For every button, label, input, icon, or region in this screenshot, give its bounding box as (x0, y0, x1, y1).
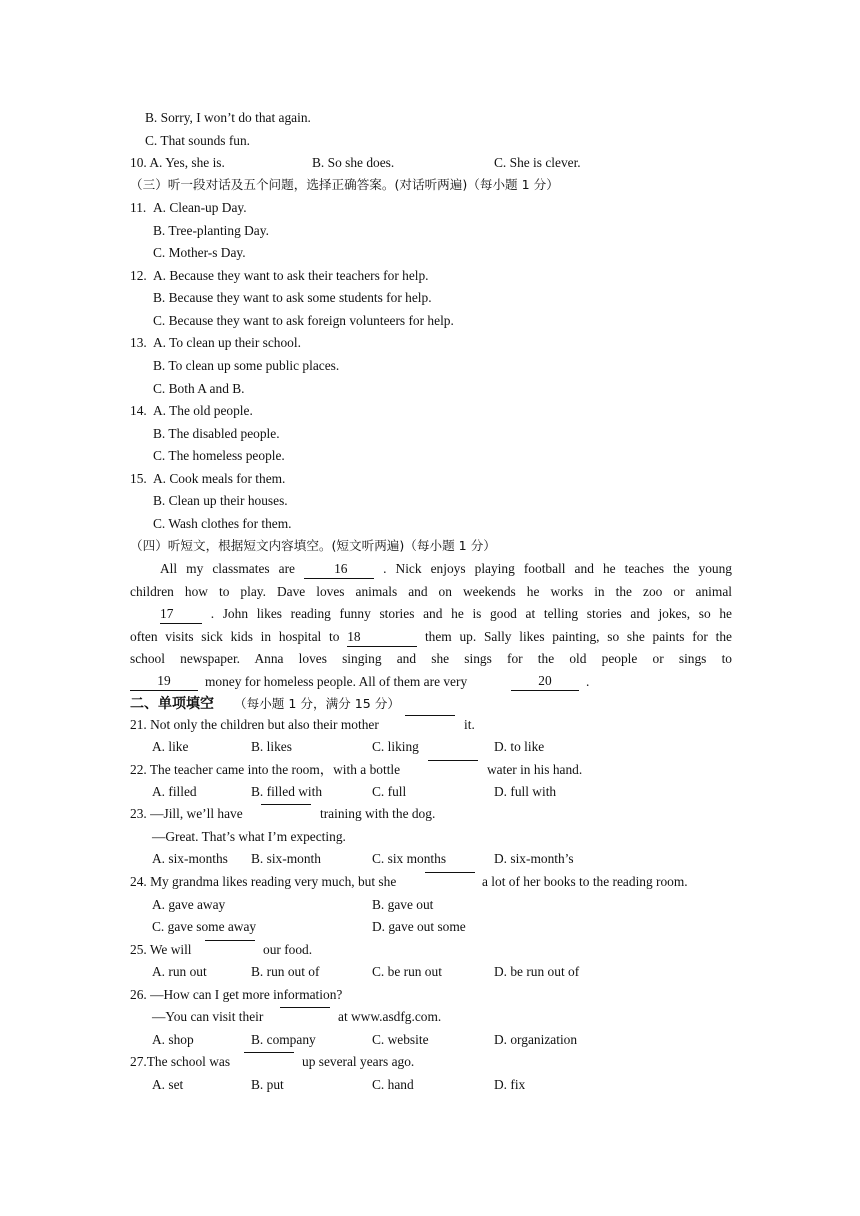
options-row (0, 781, 860, 803)
option-d: D. be run out of (494, 964, 580, 979)
option-line (0, 242, 860, 264)
question-line (0, 265, 860, 287)
question-number: 11. (130, 200, 147, 215)
option-c: C. She is clever. (494, 155, 581, 170)
answer-blank-19[interactable]: 19 (130, 672, 198, 691)
passage-line (130, 581, 732, 603)
option-text: C. Wash clothes for them. (153, 516, 292, 531)
question-stem (0, 714, 860, 736)
option-text: B. Clean up their houses. (153, 493, 288, 508)
option-line (0, 490, 860, 512)
answer-blank[interactable] (244, 1052, 294, 1053)
option-d: D. full with (494, 784, 557, 799)
section-3-title (0, 174, 860, 196)
option-text: C. Mother-s Day. (153, 245, 246, 260)
option-line (0, 310, 860, 332)
question-text: 23. —Jill, we’ll have (130, 806, 243, 821)
question-text: 22. The teacher came into the room，with a bottle (130, 762, 401, 777)
passage-text: them up. Sally likes painting, so she paints for the (424, 629, 732, 644)
option-b: B. gave out (372, 897, 434, 912)
question-text: —Great. That’s what I’m expecting. (152, 829, 346, 844)
question-text: up several years ago. (302, 1054, 415, 1069)
option-a: A. filled (152, 784, 197, 799)
option-c: C. liking (372, 739, 419, 754)
option-b: B. likes (251, 739, 292, 754)
option-d: D. to like (494, 739, 545, 754)
option-d: D. gave out some (372, 919, 466, 934)
option-b: B. company (251, 1032, 316, 1047)
options-row (0, 736, 860, 758)
part-subtitle: （每小题 1 分，满分 15 分） (234, 696, 400, 711)
question-text: 24. My grandma likes reading very much, but she (130, 874, 397, 889)
passage-text: money for homeless people. All of them are very (205, 674, 468, 689)
option-d: D. organization (494, 1032, 578, 1047)
answer-blank-16[interactable]: 16 (304, 560, 374, 579)
answer-blank[interactable] (405, 715, 455, 716)
answer-blank[interactable] (280, 1007, 330, 1008)
option-a: A. gave away (152, 897, 226, 912)
answer-blank[interactable] (205, 940, 255, 941)
option-text: A. Clean-up Day. (153, 200, 247, 215)
passage-line (130, 648, 732, 670)
question-10 (0, 152, 860, 174)
question-text: —You can visit their (152, 1009, 264, 1024)
option-a: 10. A. Yes, she is. (130, 155, 225, 170)
question-number: 12. (130, 268, 147, 283)
option-line (0, 378, 860, 400)
answer-blank[interactable] (261, 804, 311, 805)
options-row (0, 1029, 860, 1051)
section-title-text: （四）听短文，根据短文内容填空。(短文听两遍)（每小题 1 分） (130, 538, 496, 553)
answer-blank-18[interactable]: 18 (347, 628, 417, 647)
option-text: C. The homeless people. (153, 448, 285, 463)
options-row (0, 1074, 860, 1096)
option-c: C. full (372, 784, 407, 799)
question-text: at www.asdfg.com. (338, 1009, 442, 1024)
options-row (0, 916, 860, 938)
answer-blank-20[interactable]: 20 (511, 672, 579, 691)
section-4-title (0, 535, 860, 557)
options-row (0, 848, 860, 870)
option-a: A. set (152, 1077, 184, 1092)
question-line (0, 332, 860, 354)
option-text: A. To clean up their school. (153, 335, 301, 350)
option-b: B. So she does. (312, 155, 395, 170)
question-text: water in his hand. (487, 762, 583, 777)
options-row (0, 961, 860, 983)
option-text: B. Sorry, I won’t do that again. (145, 110, 311, 125)
question-text: 26. —How can I get more information? (130, 987, 343, 1002)
option-text: C. Both A and B. (153, 381, 245, 396)
part-2-title (0, 693, 860, 715)
options-row (0, 894, 860, 916)
passage-line (130, 558, 732, 580)
question-text: training with the dog. (320, 806, 436, 821)
option-text: B. The disabled people. (153, 426, 280, 441)
option-b: B. filled with (251, 784, 323, 799)
question-number: 14. (130, 403, 147, 418)
option-text: A. Because they want to ask their teachers for help. (153, 268, 429, 283)
question-text: it. (464, 717, 475, 732)
option-a: A. six-months (152, 851, 228, 866)
part-title: 二、单项填空 (130, 696, 214, 712)
passage-text: school newspaper. Anna loves singing and she sings for the old people or sings to (130, 651, 732, 666)
passage-text: . Nick enjoys playing football and he teaches the young (383, 561, 732, 576)
passage-text: children how to play. Dave loves animals and on weekends he works in the zoo or animal (130, 584, 732, 599)
option-line (0, 220, 860, 242)
passage-line (130, 603, 732, 625)
passage-line (0, 671, 860, 693)
option-b: B. put (251, 1077, 284, 1092)
question-line (0, 197, 860, 219)
option-c: C. gave some away (152, 919, 257, 934)
question-stem (0, 984, 860, 1006)
option-c: C. website (372, 1032, 429, 1047)
option-a: A. run out (152, 964, 207, 979)
question-line (0, 400, 860, 422)
answer-blank[interactable] (428, 760, 478, 761)
option-line (0, 287, 860, 309)
option-text: B. Because they want to ask some students for help. (153, 290, 432, 305)
section-title-text: （三）听一段对话及五个问题，选择正确答案。(对话听两遍)（每小题 1 分） (130, 177, 559, 192)
question-text: a lot of her books to the reading room. (482, 874, 688, 889)
question-number: 15. (130, 471, 147, 486)
question-stem (0, 1051, 860, 1073)
option-text: C. Because they want to ask foreign volunteers for help. (153, 313, 454, 328)
question-number: 13. (130, 335, 147, 350)
option-line (0, 107, 860, 129)
question-line (0, 468, 860, 490)
option-a: A. shop (152, 1032, 194, 1047)
option-b: B. run out of (251, 964, 320, 979)
passage-text: . John likes reading funny stories and he is good at telling stories and jokes, so he (210, 606, 732, 621)
question-text: our food. (263, 942, 313, 957)
option-b: B. six-month (251, 851, 321, 866)
passage-text: . (586, 674, 590, 689)
question-stem (0, 759, 860, 781)
option-c: C. be run out (372, 964, 442, 979)
option-c: C. hand (372, 1077, 414, 1092)
question-stem (0, 871, 860, 893)
option-line (0, 423, 860, 445)
option-text: B. To clean up some public places. (153, 358, 340, 373)
option-a: A. like (152, 739, 189, 754)
option-line (0, 445, 860, 467)
option-line (0, 513, 860, 535)
option-d: D. six-month’s (494, 851, 574, 866)
option-d: D. fix (494, 1077, 526, 1092)
passage-line (130, 626, 732, 648)
question-line (0, 826, 860, 848)
option-text: C. That sounds fun. (145, 133, 251, 148)
option-line (0, 355, 860, 377)
passage-text: often visits sick kids in hospital to (130, 629, 340, 644)
option-text: A. The old people. (153, 403, 253, 418)
question-text: 25. We will (130, 942, 192, 957)
option-text: B. Tree-planting Day. (153, 223, 269, 238)
question-text: 21. Not only the children but also their mother (130, 717, 379, 732)
question-text: 27.The school was (130, 1054, 231, 1069)
option-c: C. six months (372, 851, 447, 866)
answer-blank-17[interactable]: 17 (160, 605, 202, 624)
passage-text: All my classmates are (160, 561, 295, 576)
option-text: A. Cook meals for them. (153, 471, 286, 486)
option-line (0, 130, 860, 152)
question-line (0, 1006, 860, 1028)
question-stem (0, 803, 860, 825)
question-stem (0, 939, 860, 961)
answer-blank[interactable] (425, 872, 475, 873)
